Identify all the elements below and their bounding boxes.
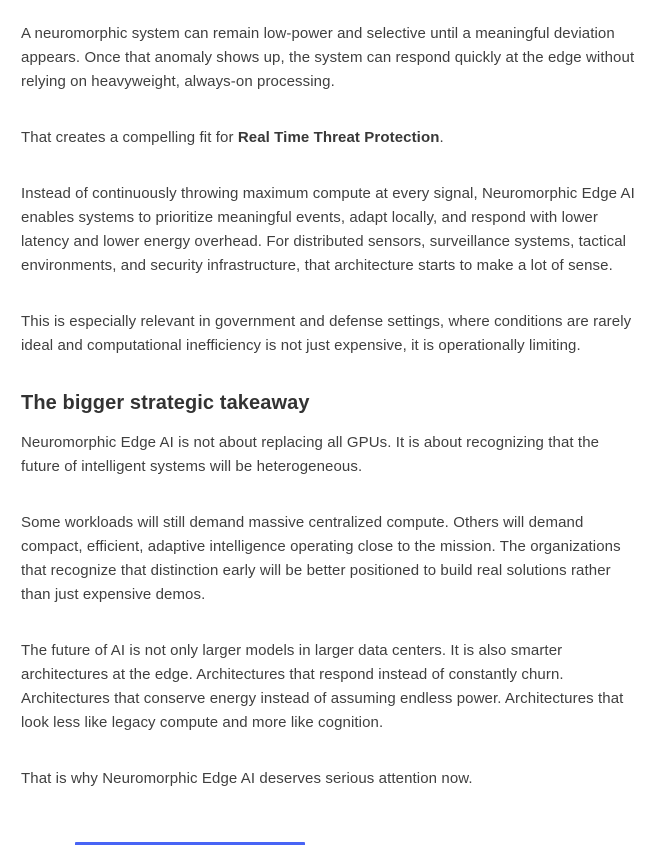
paragraph-anomaly-response: A neuromorphic system can remain low-power and selective until a meaningful deviation appears. Once that anomaly shows up, the system can respond quickly at the edge without relying on heavyweight, always-on processing. [21, 25, 635, 90]
paragraph-threat-protection-suffix: . [439, 129, 444, 146]
paragraph-future-of-ai: The future of AI is not only larger models in larger data centers. It is also smarter architectures at the edge. Architectures that respond instead of constantly churn. Architectures that conserve energy instead of assuming endless power. Architectures that look less like legacy compute and more like cognition. [21, 642, 624, 731]
paragraph-threat-protection-prefix: That creates a compelling fit for [21, 129, 238, 146]
paragraph-closing-statement: That is why Neuromorphic Edge AI deserves serious attention now. [21, 770, 473, 787]
paragraph-workloads: Some workloads will still demand massive centralized compute. Others will demand compact, efficient, adaptive intelligence operating close to the mission. The organizations that recognize that distinction early will be better positioned to build real solutions rather than just expensive demos. [21, 514, 621, 603]
section-heading-strategic-takeaway: The bigger strategic takeaway [21, 392, 310, 414]
paragraph-threat-protection [21, 126, 637, 150]
bold-real-time-threat-protection: Real Time Threat Protection [237, 129, 440, 146]
paragraph-government-defense: This is especially relevant in government and defense settings, where conditions are rarely ideal and computational inefficiency is not just expensive, it is operationally limiting. [21, 313, 632, 354]
paragraph-heterogeneous-future: Neuromorphic Edge AI is not about replacing all GPUs. It is about recognizing that the future of intelligent systems will be heterogeneous. [21, 434, 600, 475]
paragraph-prioritize-events: Instead of continuously throwing maximum compute at every signal, Neuromorphic Edge AI enables systems to prioritize meaningful events, adapt locally, and respond with lower latency and lower energy overhead. For distributed sensors, surveillance systems, tactical environments, and security infrastructure, that architecture starts to make a lot of sense. [21, 185, 635, 274]
